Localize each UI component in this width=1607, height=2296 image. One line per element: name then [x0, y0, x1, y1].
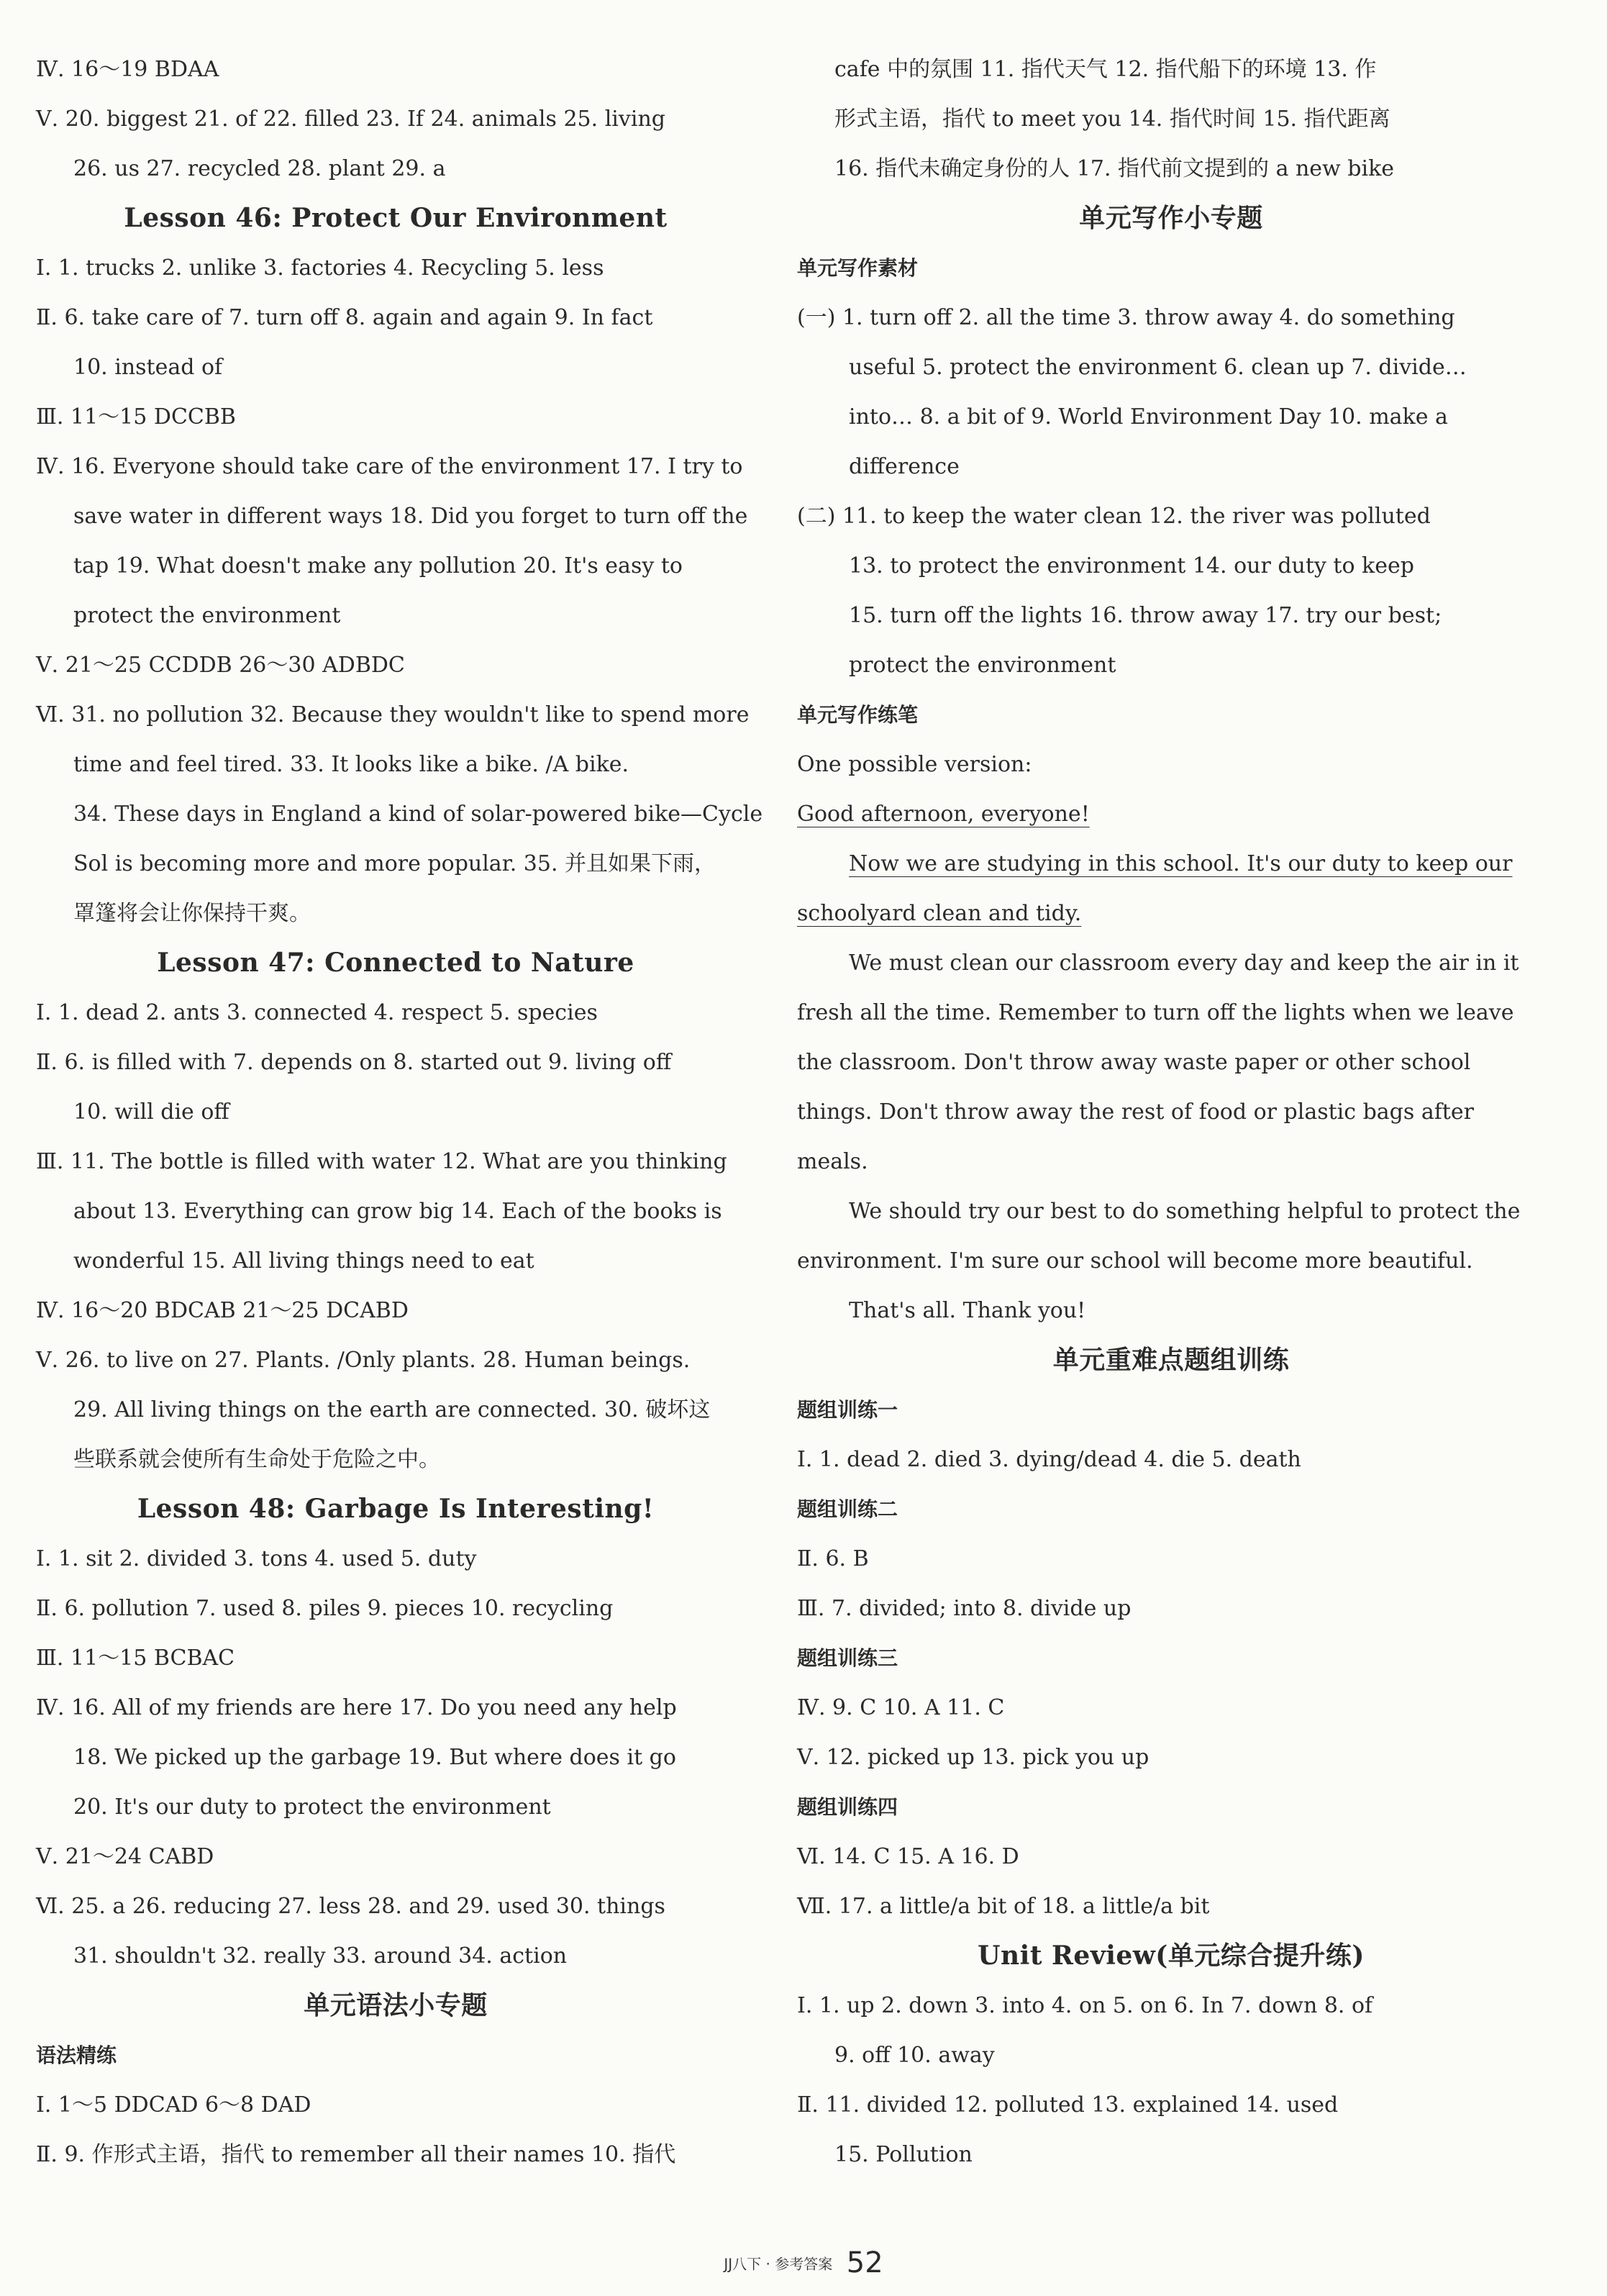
answer-line: (二) 11. to keep the water clean 12. the river was polluted [797, 504, 1431, 529]
answer-line: Ⅱ. 6. take care of 7. turn off 8. again and again 9. In fact [36, 305, 653, 330]
answer-line: Ⅱ. 11. divided 12. polluted 13. explained 14. used [797, 2092, 1339, 2118]
section-heading: Lesson 46: Protect Our Environment [124, 203, 668, 233]
subsection-heading: 题组训练四 [797, 1795, 898, 1819]
answer-line: meals. [797, 1149, 868, 1174]
answer-line: 13. to protect the environment 14. our duty to keep [849, 553, 1414, 578]
answer-line: 形式主语，指代 to meet you 14. 指代时间 15. 指代距离 [834, 106, 1390, 132]
answer-line: Ⅲ. 7. divided; into 8. divide up [797, 1596, 1132, 1621]
answer-line: Ⅵ. 14. C 15. A 16. D [797, 1844, 1019, 1869]
answer-line: 26. us 27. recycled 28. plant 29. a [73, 156, 446, 181]
answer-line: 16. 指代未确定身份的人 17. 指代前文提到的 a new bike [834, 156, 1395, 181]
section-heading: Lesson 47: Connected to Nature [157, 948, 634, 978]
section-heading: 单元写作小专题 [1079, 203, 1263, 233]
section-heading: 单元重难点题组训练 [1052, 1345, 1290, 1375]
answer-line: 15. turn off the lights 16. throw away 17. try our best; [849, 603, 1442, 628]
answer-line: into… 8. a bit of 9. World Environment Day 10. make a [849, 404, 1448, 430]
answer-line: Now we are studying in this school. It's our duty to keep our [849, 851, 1513, 876]
answer-line: Ⅴ. 26. to live on 27. Plants. /Only plants. 28. Human beings. [36, 1348, 691, 1373]
answer-line: 9. off 10. away [834, 2043, 995, 2068]
page-number: 52 [846, 2246, 883, 2279]
subsection-heading: 单元写作素材 [797, 256, 919, 280]
answer-line: 罩篷将会让你保持干爽。 [73, 901, 311, 926]
answer-line: 31. shouldn't 32. really 33. around 34. action [73, 1943, 568, 1969]
section-heading: Lesson 48: Garbage Is Interesting! [137, 1494, 655, 1524]
answer-line: Ⅴ. 21～24 CABD [36, 1844, 214, 1869]
answer-line: We must clean our classroom every day and keep the air in it [849, 950, 1519, 976]
answer-line: Ⅲ. 11～15 DCCBB [36, 404, 236, 430]
answer-line: useful 5. protect the environment 6. clean up 7. divide… [849, 355, 1467, 380]
answer-line: Ⅰ. 1～5 DDCAD 6～8 DAD [36, 2092, 311, 2118]
answer-line: Ⅰ. 1. sit 2. divided 3. tons 4. used 5. duty [36, 1546, 477, 1571]
answer-line: 15. Pollution [834, 2142, 973, 2167]
answer-line: Good afternoon, everyone! [797, 802, 1090, 827]
left-column [36, 45, 763, 2179]
answer-line: Ⅵ. 25. a 26. reducing 27. less 28. and 29. used 30. things [36, 1894, 665, 1919]
answer-line: Ⅰ. 1. up 2. down 3. into 4. on 5. on 6. In 7. down 8. of [797, 1993, 1373, 2018]
answer-line: the classroom. Don't throw away waste paper or other school [797, 1050, 1471, 1075]
answer-line: environment. I'm sure our school will become more beautiful. [797, 1248, 1473, 1274]
answer-line: cafe 中的氛围 11. 指代天气 12. 指代船下的环境 13. 作 [834, 57, 1377, 82]
answer-line: protect the environment [73, 603, 341, 628]
answer-line: 18. We picked up the garbage 19. But where does it go [73, 1745, 676, 1770]
answer-line: Ⅳ. 16～20 BDCAB 21～25 DCABD [36, 1298, 409, 1323]
answer-line: Ⅳ. 16. All of my friends are here 17. Do you need any help [36, 1695, 677, 1720]
answer-line: wonderful 15. All living things need to eat [73, 1248, 534, 1274]
answer-line: 20. It's our duty to protect the environment [73, 1794, 551, 1820]
answer-line: Ⅴ. 12. picked up 13. pick you up [797, 1745, 1150, 1770]
answer-line: 34. These days in England a kind of solar-powered bike—Cycle [73, 802, 763, 827]
answer-line: 10. instead of [73, 355, 223, 380]
answer-line: Ⅴ. 20. biggest 21. of 22. filled 23. If 24. animals 25. living [36, 106, 665, 132]
footer-label: JJ八下 · 参考答案 [724, 2255, 833, 2273]
answer-line: Ⅳ. 16～19 BDAA [36, 57, 219, 82]
answer-line: Sol is becoming more and more popular. 35. 并且如果下雨， [73, 851, 716, 876]
answer-line: Ⅰ. 1. dead 2. died 3. dying/dead 4. die 5. death [797, 1447, 1301, 1472]
answer-line: things. Don't throw away the rest of food or plastic bags after [797, 1099, 1474, 1125]
subsection-heading: 语法精练 [36, 2043, 117, 2067]
answer-line: Ⅳ. 16. Everyone should take care of the environment 17. I try to [36, 454, 743, 479]
subsection-heading: 题组训练二 [797, 1497, 898, 1521]
answer-line: Ⅱ. 6. is filled with 7. depends on 8. started out 9. living off [36, 1050, 672, 1075]
page-footer [0, 2246, 1607, 2279]
answer-line: 10. will die off [73, 1099, 229, 1125]
answer-line: (一) 1. turn off 2. all the time 3. throw away 4. do something [797, 305, 1455, 330]
answer-line: Ⅱ. 6. B [797, 1546, 869, 1571]
subsection-heading: 题组训练一 [797, 1398, 898, 1422]
answer-line: fresh all the time. Remember to turn off the lights when we leave [797, 1000, 1514, 1025]
answer-line: 些联系就会使所有生命处于危险之中。 [73, 1447, 440, 1472]
answer-line: Ⅰ. 1. dead 2. ants 3. connected 4. respect 5. species [36, 1000, 598, 1025]
subsection-heading: 单元写作练笔 [797, 703, 919, 727]
answer-line: Ⅱ. 6. pollution 7. used 8. piles 9. pieces 10. recycling [36, 1596, 614, 1621]
answer-line: Ⅴ. 21～25 CCDDB 26～30 ADBDC [36, 653, 405, 678]
answer-line: Ⅶ. 17. a little/a bit of 18. a little/a bit [797, 1894, 1210, 1919]
answer-line: Ⅲ. 11. The bottle is filled with water 12. What are you thinking [36, 1149, 727, 1174]
answer-line: Ⅲ. 11～15 BCBAC [36, 1646, 235, 1671]
answer-line: schoolyard clean and tidy. [797, 901, 1082, 926]
answer-line: 29. All living things on the earth are connected. 30. 破坏这 [73, 1397, 711, 1422]
answer-line: One possible version: [797, 752, 1032, 777]
answer-line: We should try our best to do something helpful to protect the [849, 1199, 1521, 1224]
section-heading: Unit Review(单元综合提升练) [978, 1941, 1365, 1971]
answer-line: Ⅵ. 31. no pollution 32. Because they wouldn't like to spend more [36, 702, 750, 727]
right-column [797, 45, 1545, 2179]
answer-line: Ⅱ. 9. 作形式主语，指代 to remember all their names 10. 指代 [36, 2142, 676, 2167]
subsection-heading: 题组训练三 [797, 1646, 898, 1670]
answer-line: That's all. Thank you! [849, 1298, 1086, 1323]
answer-line: protect the environment [849, 653, 1116, 678]
answer-line: Ⅰ. 1. trucks 2. unlike 3. factories 4. Recycling 5. less [36, 255, 604, 281]
answer-line: Ⅳ. 9. C 10. A 11. C [797, 1695, 1005, 1720]
answer-line: difference [849, 454, 960, 479]
answer-line: about 13. Everything can grow big 14. Each of the books is [73, 1199, 722, 1224]
section-heading: 单元语法小专题 [304, 1990, 488, 2020]
answer-line: time and feel tired. 33. It looks like a bike. /A bike. [73, 752, 629, 777]
answer-line: tap 19. What doesn't make any pollution 20. It's easy to [73, 553, 683, 578]
answer-line: save water in different ways 18. Did you forget to turn off the [73, 504, 748, 529]
